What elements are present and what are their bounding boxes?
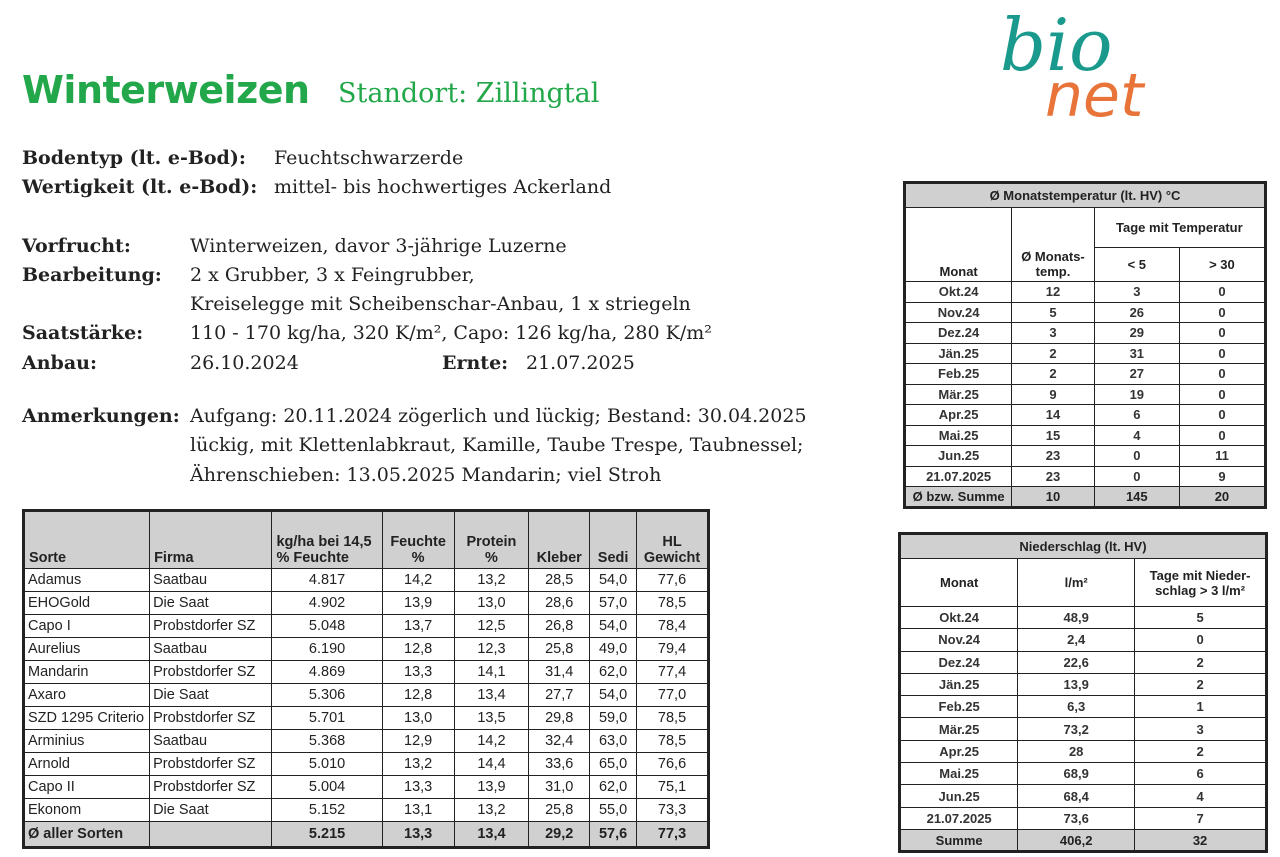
table-cell: 2	[1135, 740, 1267, 762]
col-monat: Monat	[900, 559, 1018, 607]
table-cell: 21.07.2025	[905, 466, 1012, 487]
summary-cell: 13,4	[454, 822, 529, 848]
table-cell: Nov.24	[900, 629, 1018, 651]
table-cell: Die Saat	[150, 799, 272, 822]
table-row	[900, 696, 1267, 718]
summary-row	[905, 487, 1266, 508]
table-cell: Jän.25	[900, 673, 1018, 695]
table-cell: 31,0	[529, 776, 590, 799]
table-cell: 13,7	[382, 615, 454, 638]
table-cell: Aurelius	[24, 638, 150, 661]
table-cell: Saatbau	[150, 569, 272, 592]
wertigkeit-value: mittel- bis hochwertiges Ackerland	[274, 176, 612, 198]
table-cell: 7	[1135, 807, 1267, 829]
table-cell: 0	[1094, 466, 1179, 487]
table-row	[900, 651, 1267, 673]
summary-cell: 145	[1094, 487, 1179, 508]
table-cell: 54,0	[590, 615, 637, 638]
table-cell: Feb.25	[905, 364, 1012, 385]
col-tage-niederschlag: Tage mit Nieder- schlag > 3 l/m²	[1135, 559, 1267, 607]
summary-row	[900, 829, 1267, 851]
table-cell: 2	[1135, 673, 1267, 695]
saatstaerke-value: 110 - 170 kg/ha, 320 K/m², Capo: 126 kg/ha, 280 K/m²	[190, 322, 712, 344]
table-cell: Die Saat	[150, 592, 272, 615]
table-row	[24, 707, 709, 730]
summary-cell: 77,3	[637, 822, 709, 848]
table-cell: 4	[1094, 425, 1179, 446]
col-tage-mit-temperatur: Tage mit Temperatur	[1094, 208, 1265, 248]
table-cell: 12,8	[382, 638, 454, 661]
table-cell: 32,4	[529, 730, 590, 753]
table-cell: 14,2	[382, 569, 454, 592]
table-cell: 12	[1012, 282, 1094, 303]
table-row	[905, 446, 1266, 467]
table-cell: 25,8	[529, 638, 590, 661]
table-row	[905, 302, 1266, 323]
table-cell: Mär.25	[905, 384, 1012, 405]
table-cell: Dez.24	[905, 323, 1012, 344]
table-cell: Saatbau	[150, 638, 272, 661]
table-row	[24, 592, 709, 615]
table-cell: Capo II	[24, 776, 150, 799]
table-cell: Okt.24	[900, 607, 1018, 629]
vorfrucht-label: Vorfrucht:	[22, 235, 131, 257]
table-cell: 14,1	[454, 661, 529, 684]
table-cell: 6.190	[272, 638, 382, 661]
table-cell: 0	[1094, 446, 1179, 467]
table-cell: 78,5	[637, 592, 709, 615]
table-cell: 13,2	[454, 569, 529, 592]
table-row	[900, 763, 1267, 785]
table-cell: 76,6	[637, 753, 709, 776]
table-cell: 5.368	[272, 730, 382, 753]
table-row	[900, 740, 1267, 762]
table-cell: 0	[1179, 282, 1265, 303]
table-cell: Dez.24	[900, 651, 1018, 673]
table-cell: 0	[1179, 405, 1265, 426]
table-cell: 27,7	[529, 684, 590, 707]
table-cell: 78,5	[637, 707, 709, 730]
table-row	[900, 629, 1267, 651]
table-cell: Jun.25	[900, 785, 1018, 807]
col-gt30: > 30	[1179, 248, 1265, 282]
table-cell: 59,0	[590, 707, 637, 730]
bodentyp-label: Bodentyp (lt. e-Bod):	[22, 147, 246, 169]
summary-cell: 13,3	[382, 822, 454, 848]
table-cell: 4.817	[272, 569, 382, 592]
col-hl-gewicht: HL Gewicht	[637, 511, 709, 569]
table-cell: 14	[1012, 405, 1094, 426]
summary-cell: Ø aller Sorten	[24, 822, 150, 848]
col-monat: Monat	[905, 208, 1012, 282]
summary-cell: Summe	[900, 829, 1018, 851]
table-cell: 12,5	[454, 615, 529, 638]
table-cell: Mär.25	[900, 718, 1018, 740]
table-cell: Jän.25	[905, 343, 1012, 364]
summary-cell: 406,2	[1018, 829, 1135, 851]
table-cell: 9	[1179, 466, 1265, 487]
table-cell: 65,0	[590, 753, 637, 776]
table-cell: 33,6	[529, 753, 590, 776]
table-cell: Okt.24	[905, 282, 1012, 303]
table-cell: 5	[1012, 302, 1094, 323]
table-row	[905, 466, 1266, 487]
bearbeitung-value-1: 2 x Grubber, 3 x Feingrubber,	[190, 264, 475, 286]
table-cell: 12,9	[382, 730, 454, 753]
table-cell: EHOGold	[24, 592, 150, 615]
table-cell: 26	[1094, 302, 1179, 323]
table-cell: 62,0	[590, 776, 637, 799]
table-cell: 1	[1135, 696, 1267, 718]
variety-results-table	[22, 509, 710, 849]
table-cell: 68,9	[1018, 763, 1135, 785]
table-row	[24, 661, 709, 684]
table-cell: 77,0	[637, 684, 709, 707]
table-cell: Adamus	[24, 569, 150, 592]
table-cell: 5.004	[272, 776, 382, 799]
summary-cell: Ø bzw. Summe	[905, 487, 1012, 508]
table-row	[905, 384, 1266, 405]
table-row	[24, 753, 709, 776]
table-cell: 77,6	[637, 569, 709, 592]
bionet-logo	[1000, 8, 1190, 123]
table-cell: 5.701	[272, 707, 382, 730]
table-cell: 23	[1012, 466, 1094, 487]
ernte-label: Ernte:	[442, 352, 509, 374]
table-cell: 26,8	[529, 615, 590, 638]
table-cell: 11	[1179, 446, 1265, 467]
table-cell: 0	[1179, 302, 1265, 323]
table-cell: 73,3	[637, 799, 709, 822]
table-cell: 14,4	[454, 753, 529, 776]
table-cell: 13,9	[382, 592, 454, 615]
table-cell: 77,4	[637, 661, 709, 684]
anbau-label: Anbau:	[22, 352, 97, 374]
precipitation-table-title: Niederschlag (lt. HV)	[900, 534, 1267, 559]
table-row	[24, 684, 709, 707]
anmerkungen-line-1: Aufgang: 20.11.2024 zögerlich und lückig; Bestand: 30.04.2025	[190, 405, 807, 427]
table-cell: 79,4	[637, 638, 709, 661]
table-cell: 5.306	[272, 684, 382, 707]
col-monatstemp: Ø Monats- temp.	[1012, 208, 1094, 282]
col-sorte: Sorte	[24, 511, 150, 569]
table-row	[24, 730, 709, 753]
table-cell: 5	[1135, 607, 1267, 629]
table-cell: 19	[1094, 384, 1179, 405]
table-cell: 13,2	[382, 753, 454, 776]
table-cell: Mai.25	[905, 425, 1012, 446]
table-cell: Saatbau	[150, 730, 272, 753]
summary-cell: 20	[1179, 487, 1265, 508]
table-cell: Apr.25	[905, 405, 1012, 426]
table-cell: 23	[1012, 446, 1094, 467]
table-cell: 21.07.2025	[900, 807, 1018, 829]
table-cell: 28,5	[529, 569, 590, 592]
bearbeitung-value-2: Kreiselegge mit Scheibenschar-Anbau, 1 x striegeln	[190, 293, 691, 315]
table-cell: Jun.25	[905, 446, 1012, 467]
table-cell: 14,2	[454, 730, 529, 753]
table-cell: 75,1	[637, 776, 709, 799]
table-cell: 13,9	[454, 776, 529, 799]
table-cell: 54,0	[590, 684, 637, 707]
table-cell: Apr.25	[900, 740, 1018, 762]
table-row	[905, 425, 1266, 446]
table-cell: Probstdorfer SZ	[150, 753, 272, 776]
svg-text:net: net	[1045, 61, 1144, 123]
table-cell: Ekonom	[24, 799, 150, 822]
table-cell: 4.869	[272, 661, 382, 684]
table-cell: 73,2	[1018, 718, 1135, 740]
table-row	[900, 807, 1267, 829]
col-lt5: < 5	[1094, 248, 1179, 282]
summary-cell	[150, 822, 272, 848]
summary-cell: 10	[1012, 487, 1094, 508]
table-cell: 31,4	[529, 661, 590, 684]
temperature-table-title: Ø Monatstemperatur (lt. HV) °C	[905, 183, 1266, 208]
summary-row	[24, 822, 709, 848]
col-l-per-m2: l/m²	[1018, 559, 1135, 607]
table-cell: Probstdorfer SZ	[150, 615, 272, 638]
vorfrucht-value: Winterweizen, davor 3-jährige Luzerne	[190, 235, 567, 257]
precipitation-table	[898, 532, 1268, 853]
table-cell: 2	[1012, 364, 1094, 385]
table-cell: 28	[1018, 740, 1135, 762]
anmerkungen-line-3: Ährenschieben: 13.05.2025 Mandarin; viel Stroh	[190, 464, 662, 486]
table-row	[24, 615, 709, 638]
table-cell: Capo I	[24, 615, 150, 638]
col-sedi: Sedi	[590, 511, 637, 569]
summary-cell: 29,2	[529, 822, 590, 848]
table-cell: 0	[1179, 323, 1265, 344]
table-row	[24, 776, 709, 799]
table-row	[905, 405, 1266, 426]
table-cell: 6	[1135, 763, 1267, 785]
table-cell: 13,3	[382, 776, 454, 799]
table-cell: 13,0	[454, 592, 529, 615]
table-cell: 29,8	[529, 707, 590, 730]
table-cell: 31	[1094, 343, 1179, 364]
table-cell: 57,0	[590, 592, 637, 615]
table-cell: 12,8	[382, 684, 454, 707]
table-cell: 15	[1012, 425, 1094, 446]
ernte-value: 21.07.2025	[526, 352, 635, 374]
table-cell: 2	[1012, 343, 1094, 364]
table-cell: 5.048	[272, 615, 382, 638]
col-feuchte: Feuchte %	[382, 511, 454, 569]
col-kleber: Kleber	[529, 511, 590, 569]
table-row	[900, 607, 1267, 629]
table-header-row	[24, 511, 709, 569]
wertigkeit-label: Wertigkeit (lt. e-Bod):	[22, 176, 258, 198]
table-cell: Die Saat	[150, 684, 272, 707]
table-cell: 13,1	[382, 799, 454, 822]
table-cell: 13,3	[382, 661, 454, 684]
table-cell: 62,0	[590, 661, 637, 684]
table-cell: 4	[1135, 785, 1267, 807]
table-cell: 4.902	[272, 592, 382, 615]
col-ertrag: kg/ha bei 14,5 % Feuchte	[272, 511, 382, 569]
table-cell: 2,4	[1018, 629, 1135, 651]
table-cell: 28,6	[529, 592, 590, 615]
table-row	[24, 569, 709, 592]
table-cell: 78,4	[637, 615, 709, 638]
bodentyp-value: Feuchtschwarzerde	[274, 147, 464, 169]
table-cell: 49,0	[590, 638, 637, 661]
table-row	[24, 638, 709, 661]
table-cell: Probstdorfer SZ	[150, 776, 272, 799]
table-row	[905, 364, 1266, 385]
table-cell: 13,2	[454, 799, 529, 822]
summary-cell: 32	[1135, 829, 1267, 851]
table-cell: SZD 1295 Criterio	[24, 707, 150, 730]
table-cell: 63,0	[590, 730, 637, 753]
table-row	[900, 673, 1267, 695]
table-cell: 27	[1094, 364, 1179, 385]
table-cell: Arnold	[24, 753, 150, 776]
location-subtitle: Standort: Zillingtal	[338, 78, 600, 109]
table-cell: 2	[1135, 651, 1267, 673]
table-cell: Axaro	[24, 684, 150, 707]
table-cell: 3	[1012, 323, 1094, 344]
table-cell: 48,9	[1018, 607, 1135, 629]
table-cell: 9	[1012, 384, 1094, 405]
table-cell: Mandarin	[24, 661, 150, 684]
table-row	[905, 282, 1266, 303]
table-cell: 29	[1094, 323, 1179, 344]
table-cell: 0	[1179, 364, 1265, 385]
table-cell: 6,3	[1018, 696, 1135, 718]
table-row	[905, 343, 1266, 364]
table-cell: 25,8	[529, 799, 590, 822]
col-firma: Firma	[150, 511, 272, 569]
table-row	[905, 323, 1266, 344]
svg-text:bio: bio	[1000, 8, 1113, 87]
table-cell: 5.152	[272, 799, 382, 822]
table-cell: 0	[1179, 384, 1265, 405]
table-cell: 12,3	[454, 638, 529, 661]
summary-cell: 5.215	[272, 822, 382, 848]
table-cell: 13,4	[454, 684, 529, 707]
table-cell: 6	[1094, 405, 1179, 426]
col-protein: Protein %	[454, 511, 529, 569]
table-cell: Probstdorfer SZ	[150, 707, 272, 730]
table-row	[24, 799, 709, 822]
summary-cell: 57,6	[590, 822, 637, 848]
table-cell: 0	[1179, 425, 1265, 446]
table-cell: 0	[1179, 343, 1265, 364]
table-cell: 55,0	[590, 799, 637, 822]
table-cell: Feb.25	[900, 696, 1018, 718]
table-cell: 54,0	[590, 569, 637, 592]
table-cell: Probstdorfer SZ	[150, 661, 272, 684]
table-cell: 13,0	[382, 707, 454, 730]
table-cell: 3	[1135, 718, 1267, 740]
table-cell: 5.010	[272, 753, 382, 776]
table-row	[900, 785, 1267, 807]
table-cell: 13,9	[1018, 673, 1135, 695]
table-cell: 73,6	[1018, 807, 1135, 829]
table-cell: Arminius	[24, 730, 150, 753]
table-cell: 22,6	[1018, 651, 1135, 673]
table-cell: 68,4	[1018, 785, 1135, 807]
table-cell: 3	[1094, 282, 1179, 303]
table-cell: Nov.24	[905, 302, 1012, 323]
page-title: Winterweizen	[22, 68, 310, 112]
anmerkungen-label: Anmerkungen:	[22, 405, 180, 427]
table-cell: Mai.25	[900, 763, 1018, 785]
anmerkungen-line-2: lückig, mit Klettenlabkraut, Kamille, Taube Trespe, Taubnessel;	[190, 434, 804, 456]
anbau-value: 26.10.2024	[190, 352, 299, 374]
table-cell: 78,5	[637, 730, 709, 753]
table-row	[900, 718, 1267, 740]
saatstaerke-label: Saatstärke:	[22, 322, 144, 344]
temperature-table	[903, 181, 1267, 509]
bearbeitung-label: Bearbeitung:	[22, 264, 162, 286]
table-cell: 13,5	[454, 707, 529, 730]
table-cell: 0	[1135, 629, 1267, 651]
